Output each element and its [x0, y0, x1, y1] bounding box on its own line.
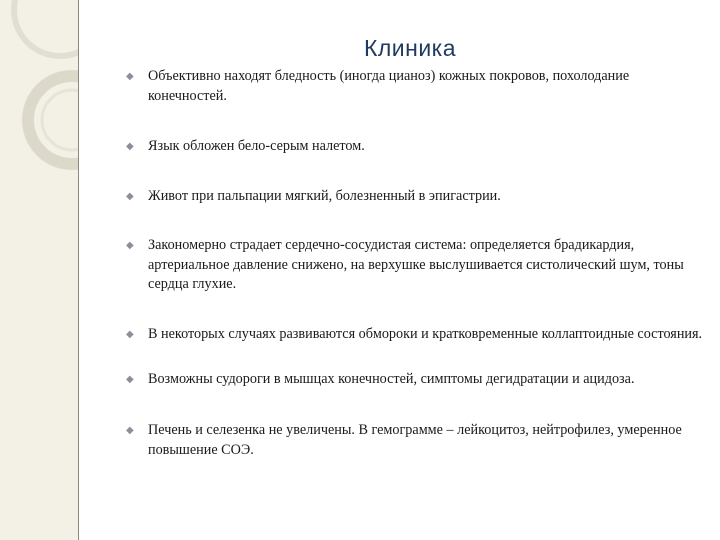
bullet-text: Живот при пальпации мягкий, болезненный в эпигастрии. [148, 188, 501, 204]
bullet-text: Печень и селезенка не увеличены. В гемограмме – лейкоцитоз, нейтрофилез, умеренное повышение СОЭ. [148, 422, 682, 458]
bullet-text: Объективно находят бледность (иногда цианоз) кожных покровов, похолодание конечностей. [148, 68, 630, 104]
bullet-text: Язык обложен бело-серым налетом. [148, 138, 365, 154]
bullet-item [126, 236, 706, 295]
bullet-item [126, 370, 706, 390]
diamond-bullet-icon: ◆ [126, 191, 134, 202]
bullet-text: Возможны судороги в мышцах конечностей, симптомы дегидратации и ацидоза. [148, 371, 635, 387]
bullet-text: В некоторых случаях развиваются обмороки и кратковременные коллаптоидные состояния. [148, 326, 703, 342]
bullet-item [126, 325, 706, 345]
bullet-item [126, 421, 706, 460]
decorative-circle-inner [42, 90, 78, 150]
diamond-bullet-icon: ◆ [126, 329, 134, 340]
decorative-circle-top [14, 0, 78, 56]
diamond-bullet-icon: ◆ [126, 374, 134, 385]
bullet-item [126, 137, 706, 157]
diamond-bullet-icon: ◆ [126, 141, 134, 152]
slide-title: Клиника [363, 35, 457, 61]
diamond-bullet-icon: ◆ [126, 71, 134, 82]
decorative-circles [0, 0, 78, 540]
bullet-text: Закономерно страдает сердечно-сосудистая система: определяется брадикардия, артериальное давление снижено, на верхушке выслушивается систолический шум, тоны сердца глухие. [148, 237, 684, 292]
diamond-bullet-icon: ◆ [126, 425, 134, 436]
decorative-side-panel [0, 0, 79, 540]
bullet-item [126, 187, 706, 207]
diamond-bullet-icon: ◆ [126, 240, 134, 251]
bullet-item [126, 67, 706, 106]
